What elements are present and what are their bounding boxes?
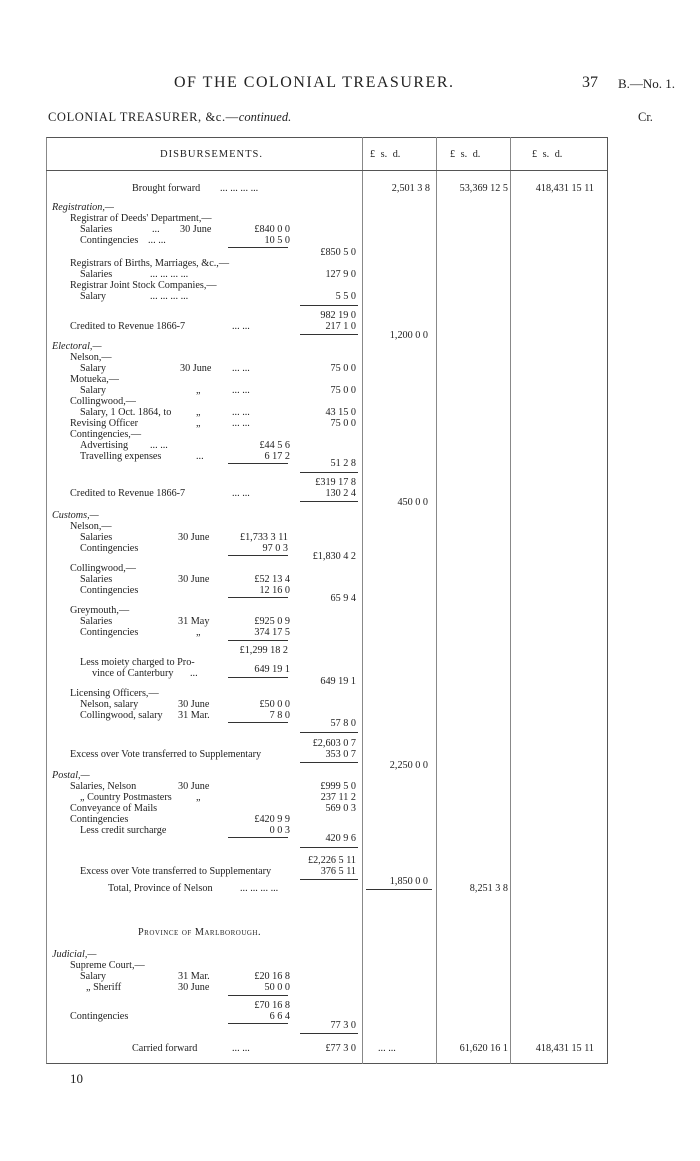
licensing-total: 57 8 0 <box>330 718 356 729</box>
licensing-collingwood-label: Collingwood, salary <box>80 710 163 721</box>
deeds-contingencies-amount: 10 5 0 <box>264 235 290 246</box>
section-subtitle <box>48 110 291 125</box>
postal-mails-label: Conveyance of Mails <box>70 803 158 814</box>
deeds-salaries-label: Salaries <box>80 224 113 235</box>
licensing-nelson-amount: £50 0 0 <box>259 699 290 710</box>
postal-subtotal: £2,226 5 11 <box>307 855 356 866</box>
carried-forward-col3: 418,431 15 11 <box>535 1043 594 1054</box>
postal-contingencies-amount: £420 9 9 <box>254 814 290 825</box>
customs-net: 2,250 0 0 <box>389 760 428 771</box>
births-salaries-label: Salaries <box>80 269 113 280</box>
electoral-credited-label: Credited to Revenue 1866-7 <box>70 488 186 499</box>
postal-excess-label: Excess over Vote transferred to Supplementary <box>80 866 272 877</box>
court-salary-amount: £20 16 8 <box>254 971 290 982</box>
collingwood-salary-amount: 43 15 0 <box>325 407 356 418</box>
judicial-heading: Judicial,— <box>52 949 97 960</box>
judicial-contingencies-label: Contingencies <box>70 1011 129 1022</box>
nelson-salary-date: 30 June <box>180 363 212 374</box>
licensing-officers: Licensing Officers,— <box>70 688 159 699</box>
deeds-salaries-date: 30 June <box>180 224 212 235</box>
customs-heading: Customs,— <box>52 510 99 521</box>
column-units-1: £ s. d. <box>370 149 401 160</box>
sum-rule <box>300 1033 358 1034</box>
greymouth-salaries-label: Salaries <box>80 616 113 627</box>
postal-salaries-label: Salaries, Nelson <box>70 781 137 792</box>
leader-dots: ... ... <box>232 363 250 374</box>
electoral-credited-amount: 130 2 4 <box>325 488 356 499</box>
sum-rule <box>300 879 358 880</box>
births-amount: 127 9 0 <box>325 269 356 280</box>
motueka-salary-amount: 75 0 0 <box>330 385 356 396</box>
travelling-label: Travelling expenses <box>80 451 162 462</box>
customs-subtotal: £2,603 0 7 <box>312 738 356 749</box>
postal-country-date: „ <box>196 792 201 803</box>
customs-nelson: Nelson,— <box>70 521 112 532</box>
sheriff-date: 30 June <box>178 982 210 993</box>
sum-rule <box>300 732 358 733</box>
customs-coll-salaries-date: 30 June <box>178 574 210 585</box>
sum-rule <box>366 889 432 890</box>
postal-salaries-amount: £999 5 0 <box>320 781 356 792</box>
court-salary-date: 31 Mar. <box>178 971 210 982</box>
sum-rule <box>228 640 288 641</box>
registration-credited-label: Credited to Revenue 1866-7 <box>70 321 186 332</box>
header-divider <box>46 170 608 171</box>
sum-rule <box>228 555 288 556</box>
greymouth-salaries-amount: £925 0 9 <box>254 616 290 627</box>
column-divider <box>436 137 437 1064</box>
postal-mails-amount: 569 0 3 <box>325 803 356 814</box>
registration-joint-stock: Registrar Joint Stock Companies,— <box>70 280 217 291</box>
court-salary-label: Salary <box>80 971 107 982</box>
greymouth-total: 649 19 1 <box>320 676 356 687</box>
customs-nelson-salaries-label: Salaries <box>80 532 113 543</box>
electoral-nelson: Nelson,— <box>70 352 112 363</box>
greymouth-less-line2: vince of Canterbury <box>92 668 174 679</box>
leader-dots: ... ... ... ... <box>240 883 279 894</box>
licensing-nelson-label: Nelson, salary <box>80 699 139 710</box>
customs-nelson-contingencies-amount: 97 0 3 <box>262 543 288 554</box>
leader-dots: ... <box>190 668 198 679</box>
greymouth-less-amount: 649 19 1 <box>254 664 290 675</box>
leader-dots: ... ... <box>150 440 168 451</box>
motueka-salary-label: Salary <box>80 385 107 396</box>
customs-collingwood-total: 65 9 4 <box>330 593 356 604</box>
advertising-amount: £44 5 6 <box>259 440 290 451</box>
carried-forward-col2: 61,620 16 1 <box>459 1043 508 1054</box>
greymouth-less-line1: Less moiety charged to Pro- <box>80 657 195 668</box>
advertising-label: Advertising <box>80 440 129 451</box>
leader-dots: ... ... <box>232 418 250 429</box>
brought-forward-label: Brought forward <box>132 183 201 194</box>
greymouth-contingencies-amount: 374 17 5 <box>254 627 290 638</box>
licensing-collingwood-amount: 7 8 0 <box>269 710 290 721</box>
greymouth-sum: £1,299 18 2 <box>239 645 288 656</box>
joint-amount: 5 5 0 <box>335 291 356 302</box>
sum-rule <box>228 995 288 996</box>
carried-forward-col1: ... ... <box>378 1043 396 1054</box>
nelson-total-amount: 8,251 3 8 <box>469 883 508 894</box>
leader-dots: ... ... <box>232 1043 250 1054</box>
customs-greymouth: Greymouth,— <box>70 605 130 616</box>
electoral-net: 450 0 0 <box>397 497 428 508</box>
postal-less-label: Less credit surcharge <box>80 825 167 836</box>
column-units-2: £ s. d. <box>450 149 481 160</box>
nelson-total-label: Total, Province of Nelson <box>108 883 213 894</box>
customs-collingwood: Collingwood,— <box>70 563 136 574</box>
electoral-contingencies: Contingencies,— <box>70 429 142 440</box>
electoral-motueka: Motueka,— <box>70 374 119 385</box>
customs-coll-contingencies-label: Contingencies <box>80 585 139 596</box>
greymouth-contingencies-date: „ <box>196 627 201 638</box>
sum-rule <box>228 1023 288 1024</box>
leader-dots: ... ... <box>232 407 250 418</box>
leader-dots: ... <box>152 224 160 235</box>
licensing-collingwood-date: 31 Mar. <box>178 710 210 721</box>
column-units-3: £ s. d. <box>532 149 563 160</box>
greymouth-salaries-date: 31 May <box>178 616 210 627</box>
postal-country-label: „ Country Postmasters <box>80 792 172 803</box>
judicial-total: 77 3 0 <box>330 1020 356 1031</box>
column-divider <box>362 137 363 1064</box>
sum-rule <box>228 677 288 678</box>
revising-officer-amount: 75 0 0 <box>330 418 356 429</box>
document-reference: B.—No. 1. <box>618 76 676 91</box>
electoral-subtotal: £319 17 8 <box>315 477 356 488</box>
nelson-salary-amount: 75 0 0 <box>330 363 356 374</box>
sum-rule <box>300 501 358 502</box>
customs-nelson-salaries-amount: £1,733 3 11 <box>239 532 288 543</box>
page-title: OF THE COLONIAL TREASURER. <box>174 74 455 91</box>
brought-forward-col1: 2,501 3 8 <box>391 183 430 194</box>
licensing-nelson-date: 30 June <box>178 699 210 710</box>
postal-contingencies-total: 420 9 6 <box>325 833 356 844</box>
leader-dots: ... ... ... ... <box>220 183 259 194</box>
postal-contingencies-label: Contingencies <box>70 814 129 825</box>
footer-number: 10 <box>70 1071 83 1086</box>
motueka-salary-date: „ <box>196 385 201 396</box>
deeds-contingencies-label: Contingencies <box>80 235 139 246</box>
sum-rule <box>300 472 358 473</box>
sum-rule <box>228 837 288 838</box>
brought-forward-col3: 418,431 15 11 <box>535 183 594 194</box>
leader-dots: ... ... <box>232 385 250 396</box>
postal-country-amount: 237 11 2 <box>320 792 356 803</box>
sheriff-amount: 50 0 0 <box>264 982 290 993</box>
registration-births: Registrars of Births, Marriages, &c.,— <box>70 258 230 269</box>
postal-net: 1,850 0 0 <box>389 876 428 887</box>
customs-coll-salaries-label: Salaries <box>80 574 113 585</box>
supreme-court: Supreme Court,— <box>70 960 145 971</box>
nelson-salary-label: Salary <box>80 363 107 374</box>
registration-credited-amount: 217 1 0 <box>325 321 356 332</box>
registration-subtotal: 982 19 0 <box>320 310 356 321</box>
electoral-contingencies-total: 51 2 8 <box>330 458 356 469</box>
page-number: 37 <box>582 74 598 91</box>
customs-excess-label: Excess over Vote transferred to Supplementary <box>70 749 262 760</box>
leader-dots: ... <box>196 451 204 462</box>
deeds-salaries-amount: £840 0 0 <box>254 224 290 235</box>
customs-nelson-contingencies-label: Contingencies <box>80 543 139 554</box>
carried-forward-label: Carried forward <box>132 1043 198 1054</box>
registration-heading: Registration,— <box>52 202 114 213</box>
revising-officer-label: Revising Officer <box>70 418 138 429</box>
column-heading-disbursements: DISBURSEMENTS. <box>160 149 263 160</box>
greymouth-contingencies-label: Contingencies <box>80 627 139 638</box>
collingwood-salary-date: „ <box>196 407 201 418</box>
deeds-total: £850 5 0 <box>320 247 356 258</box>
column-divider <box>510 137 511 1064</box>
sum-rule <box>228 722 288 723</box>
sum-rule <box>228 597 288 598</box>
revising-officer-date: „ <box>196 418 201 429</box>
leader-dots: ... ... ... ... <box>150 291 189 302</box>
customs-excess-amount: 353 0 7 <box>325 749 356 760</box>
customs-coll-contingencies-amount: 12 16 0 <box>259 585 290 596</box>
customs-coll-salaries-amount: £52 13 4 <box>254 574 290 585</box>
leader-dots: ... ... <box>232 488 250 499</box>
leader-dots: ... ... <box>232 321 250 332</box>
sum-rule <box>300 847 358 848</box>
registration-deeds: Registrar of Deeds' Department,— <box>70 213 212 224</box>
postal-heading: Postal,— <box>52 770 90 781</box>
electoral-collingwood: Collingwood,— <box>70 396 136 407</box>
sum-rule <box>228 247 288 248</box>
judicial-contingencies-amount: 6 6 4 <box>269 1011 290 1022</box>
sum-rule <box>300 305 358 306</box>
joint-salary-label: Salary <box>80 291 107 302</box>
subtitle-main: COLONIAL TREASURER, &c.— <box>48 110 239 124</box>
collingwood-salary-label: Salary, 1 Oct. 1864, to <box>80 407 172 418</box>
marlborough-heading: Province of Marlborough. <box>138 927 262 938</box>
customs-nelson-salaries-date: 30 June <box>178 532 210 543</box>
postal-less-amount: 0 0 3 <box>269 825 290 836</box>
sum-rule <box>300 762 358 763</box>
credit-side-label: Cr. <box>638 110 653 124</box>
brought-forward-col2: 53,369 12 5 <box>459 183 508 194</box>
sum-rule <box>228 463 288 464</box>
sheriff-label: „ Sheriff <box>86 982 122 993</box>
sum-rule <box>300 334 358 335</box>
postal-salaries-date: 30 June <box>178 781 210 792</box>
leader-dots: ... ... ... ... <box>150 269 189 280</box>
subtitle-continued: continued. <box>238 110 292 124</box>
leader-dots: ... ... <box>148 235 166 246</box>
judicial-sum: £70 16 8 <box>254 1000 290 1011</box>
travelling-amount: 6 17 2 <box>264 451 290 462</box>
registration-net: 1,200 0 0 <box>389 330 428 341</box>
electoral-heading: Electoral,— <box>52 341 102 352</box>
postal-excess-amount: 376 5 11 <box>320 866 356 877</box>
customs-nelson-total: £1,830 4 2 <box>312 551 356 562</box>
carried-forward-col0: £77 3 0 <box>325 1043 356 1054</box>
